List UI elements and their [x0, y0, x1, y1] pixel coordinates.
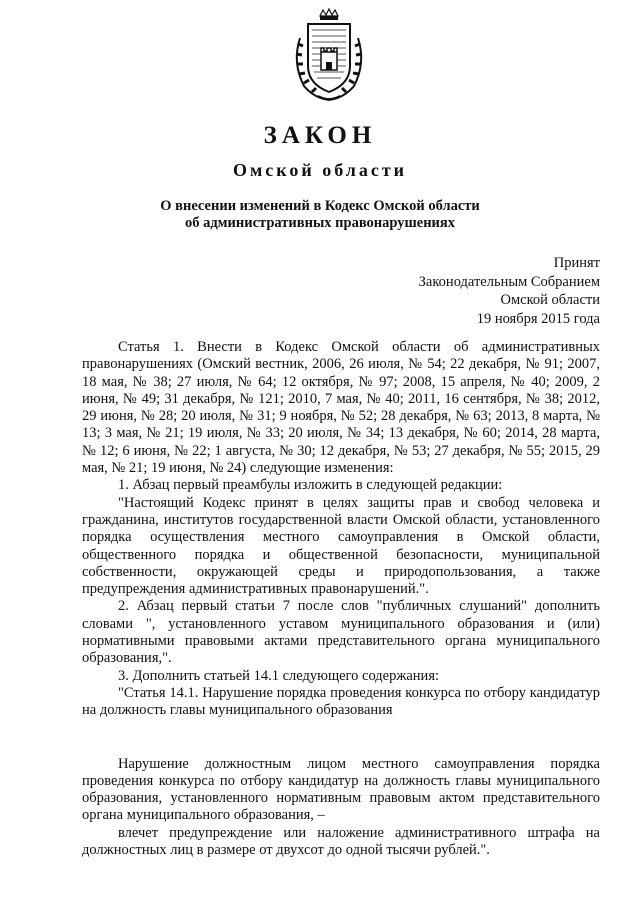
adoption-block	[419, 254, 600, 328]
item-3-paragraph: 3. Дополнить статьей 14.1 следующего содержания:	[118, 667, 440, 684]
item-2-paragraph: 2. Абзац первый статьи 7 после слов "публичных слушаний" дополнить словами ", установленного уставом муниципального образования и (или) нормативными правовыми актами представительного органа муниципального образования,".	[82, 598, 600, 667]
article-14-1-paragraph: Нарушение должностным лицом местного самоуправления порядка проведения конкурса по отбору кандидатур на должность главы муниципального образования, установленного нормативным правовым актом представительного органа муниципального образования, –	[82, 755, 600, 824]
law-name-line: об административных правонарушениях	[184, 215, 456, 231]
adoption-date: 19 ноября 2015 года	[476, 310, 600, 327]
document-subtitle: Омской области	[232, 160, 408, 180]
item-1-paragraph: 1. Абзац первый преамбулы изложить в следующей редакции:	[118, 477, 503, 494]
document-title: ЗАКОН	[263, 122, 377, 149]
adoption-line: Законодательным Собранием	[418, 273, 600, 290]
article-14-1-sanction: влечет предупреждение или наложение административного штрафа на должностных лиц в размере от двухсот до одной тысячи рублей.".	[82, 824, 600, 859]
law-name-line: О внесении изменений в Кодекс Омской области	[160, 198, 480, 214]
coat-of-arms-icon	[290, 8, 368, 104]
item-1-quote: "Настоящий Кодекс принят в целях защиты прав и свобод человека и гражданина, институтов государственной власти Омской области, установленного порядка осуществления местного самоуправления в Омской области, общественного порядка и общественной безопасности, муниципальной собственности, окружающей среды и природопользования, а также предупреждения административных правонарушений.".	[82, 494, 600, 598]
article-14-1-heading: "Статья 14.1. Нарушение порядка проведения конкурса по отбору кандидатур на должность главы муниципального образования	[82, 684, 600, 719]
law-name	[0, 198, 640, 232]
paragraph-gap	[82, 720, 600, 756]
article-1-paragraph: Статья 1. Внести в Кодекс Омской области об административных правонарушениях (Омский вестник, 2006, 26 июля, № 54; 22 декабря, № 91; 2007, 18 мая, № 38; 27 июля, № 64; 12 октября, № 97; 2008, 15 апреля, № 40; 2009, 2 июня, № 49; 31 декабря, № 121; 2010, 7 мая, № 40; 2011, 16 сентября, № 38; 2012, 29 июня, № 28; 20 июля, № 31; 9 ноября, № 52; 28 декабря, № 63; 2013, 8 марта, № 13; 3 мая, № 21; 19 июля, № 33; 20 июля, № 34; 13 декабря, № 60; 2014, 28 марта, № 12; 6 июня, № 22; 1 августа, № 30; 12 декабря, № 53; 27 декабря, № 55; 2015, 29 мая, № 21; 19 июня, № 24) следующие изменения:	[82, 339, 600, 477]
law-body	[82, 339, 600, 859]
adoption-line: Омской области	[500, 292, 600, 308]
adoption-line: Принят	[553, 255, 600, 271]
